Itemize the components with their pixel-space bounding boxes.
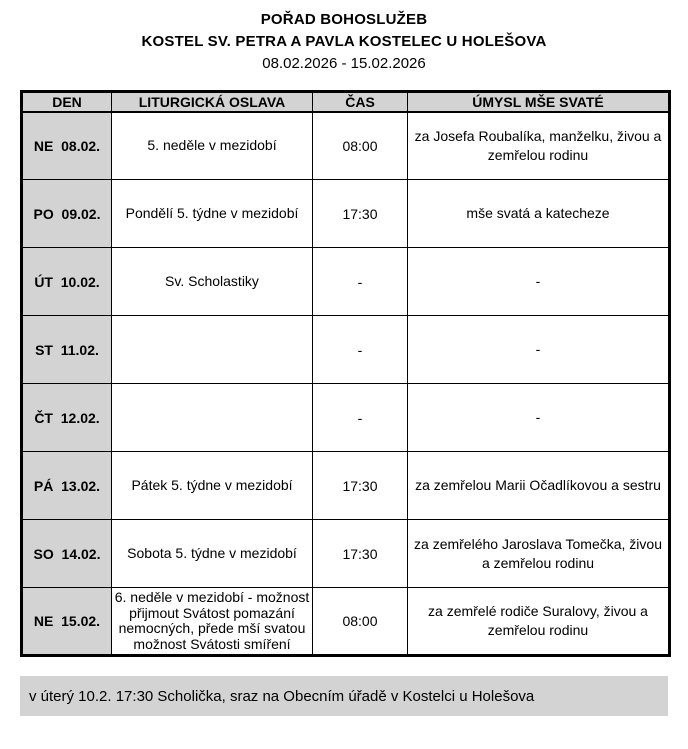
table-header xyxy=(22,92,670,112)
day-cell: ST 11.02. xyxy=(22,316,112,384)
celebration-cell: Pátek 5. týdne v mezidobí xyxy=(112,452,313,520)
intention-cell: za Josefa Roubalíka, manželku, živou a zemřelou rodinu xyxy=(408,112,670,180)
day-cell: ČT 12.02. xyxy=(22,384,112,452)
table-row-st-11-02 xyxy=(22,316,670,384)
day-cell: NE 15.02. xyxy=(22,588,112,656)
time-cell: 17:30 xyxy=(313,180,408,248)
day-cell: SO 14.02. xyxy=(22,520,112,588)
intention-cell: - xyxy=(408,384,670,452)
table-row-ut-10-02 xyxy=(22,248,670,316)
day-cell: NE 08.02. xyxy=(22,112,112,180)
table-row-so-14-02 xyxy=(22,520,670,588)
header-umysl: ÚMYSL MŠE SVATÉ xyxy=(408,92,670,112)
time-cell: 08:00 xyxy=(313,112,408,180)
header-liturgicka-oslava: LITURGICKÁ OSLAVA xyxy=(112,92,313,112)
intention-cell: za zemřelého Jaroslava Tomečka, živou a zemřelou rodinu xyxy=(408,520,670,588)
table-body xyxy=(22,112,670,656)
table-row-ne-15-02 xyxy=(22,588,670,656)
table-row-ne-08-02 xyxy=(22,112,670,180)
announcement-bar xyxy=(20,676,668,716)
document-title: POŘAD BOHOSLUŽEB xyxy=(260,11,428,28)
time-cell: - xyxy=(313,316,408,384)
time-cell: - xyxy=(313,248,408,316)
celebration-cell: Pondělí 5. týdne v mezidobí xyxy=(112,180,313,248)
mass-schedule-table xyxy=(20,90,671,657)
table-row-po-09-02 xyxy=(22,180,670,248)
time-cell: 17:30 xyxy=(313,520,408,588)
celebration-cell: 5. neděle v mezidobí xyxy=(112,112,313,180)
table-row-ct-12-02 xyxy=(22,384,670,452)
church-name: KOSTEL SV. PETRA A PAVLA KOSTELEC U HOLEŠOVA xyxy=(141,33,547,50)
table-row-pa-13-02 xyxy=(22,452,670,520)
celebration-cell xyxy=(112,384,313,452)
intention-cell: za zemřelou Marii Očadlíkovou a sestru xyxy=(408,452,670,520)
announcement-text: v úterý 10.2. 17:30 Scholička, sraz na Obecním úřadě v Kostelci u Holešova xyxy=(29,687,535,705)
date-range: 08.02.2026 - 15.02.2026 xyxy=(262,55,426,72)
intention-cell: - xyxy=(408,316,670,384)
celebration-cell: 6. neděle v mezidobí - možnost přijmout Svátost pomazání nemocných, přede mší svatou možnost Svátosti smíření xyxy=(112,588,313,656)
header-cas: ČAS xyxy=(313,92,408,112)
time-cell: 08:00 xyxy=(313,588,408,656)
time-cell: - xyxy=(313,384,408,452)
header-row xyxy=(22,92,670,112)
intention-cell: za zemřelé rodiče Suralovy, živou a zemřelou rodinu xyxy=(408,588,670,656)
intention-cell: - xyxy=(408,248,670,316)
celebration-cell: Sv. Scholastiky xyxy=(112,248,313,316)
header-den: DEN xyxy=(22,92,112,112)
day-cell: ÚT 10.02. xyxy=(22,248,112,316)
document-header xyxy=(0,0,688,75)
intention-cell: mše svatá a katecheze xyxy=(408,180,670,248)
day-cell: PO 09.02. xyxy=(22,180,112,248)
celebration-cell: Sobota 5. týdne v mezidobí xyxy=(112,520,313,588)
day-cell: PÁ 13.02. xyxy=(22,452,112,520)
time-cell: 17:30 xyxy=(313,452,408,520)
celebration-cell xyxy=(112,316,313,384)
